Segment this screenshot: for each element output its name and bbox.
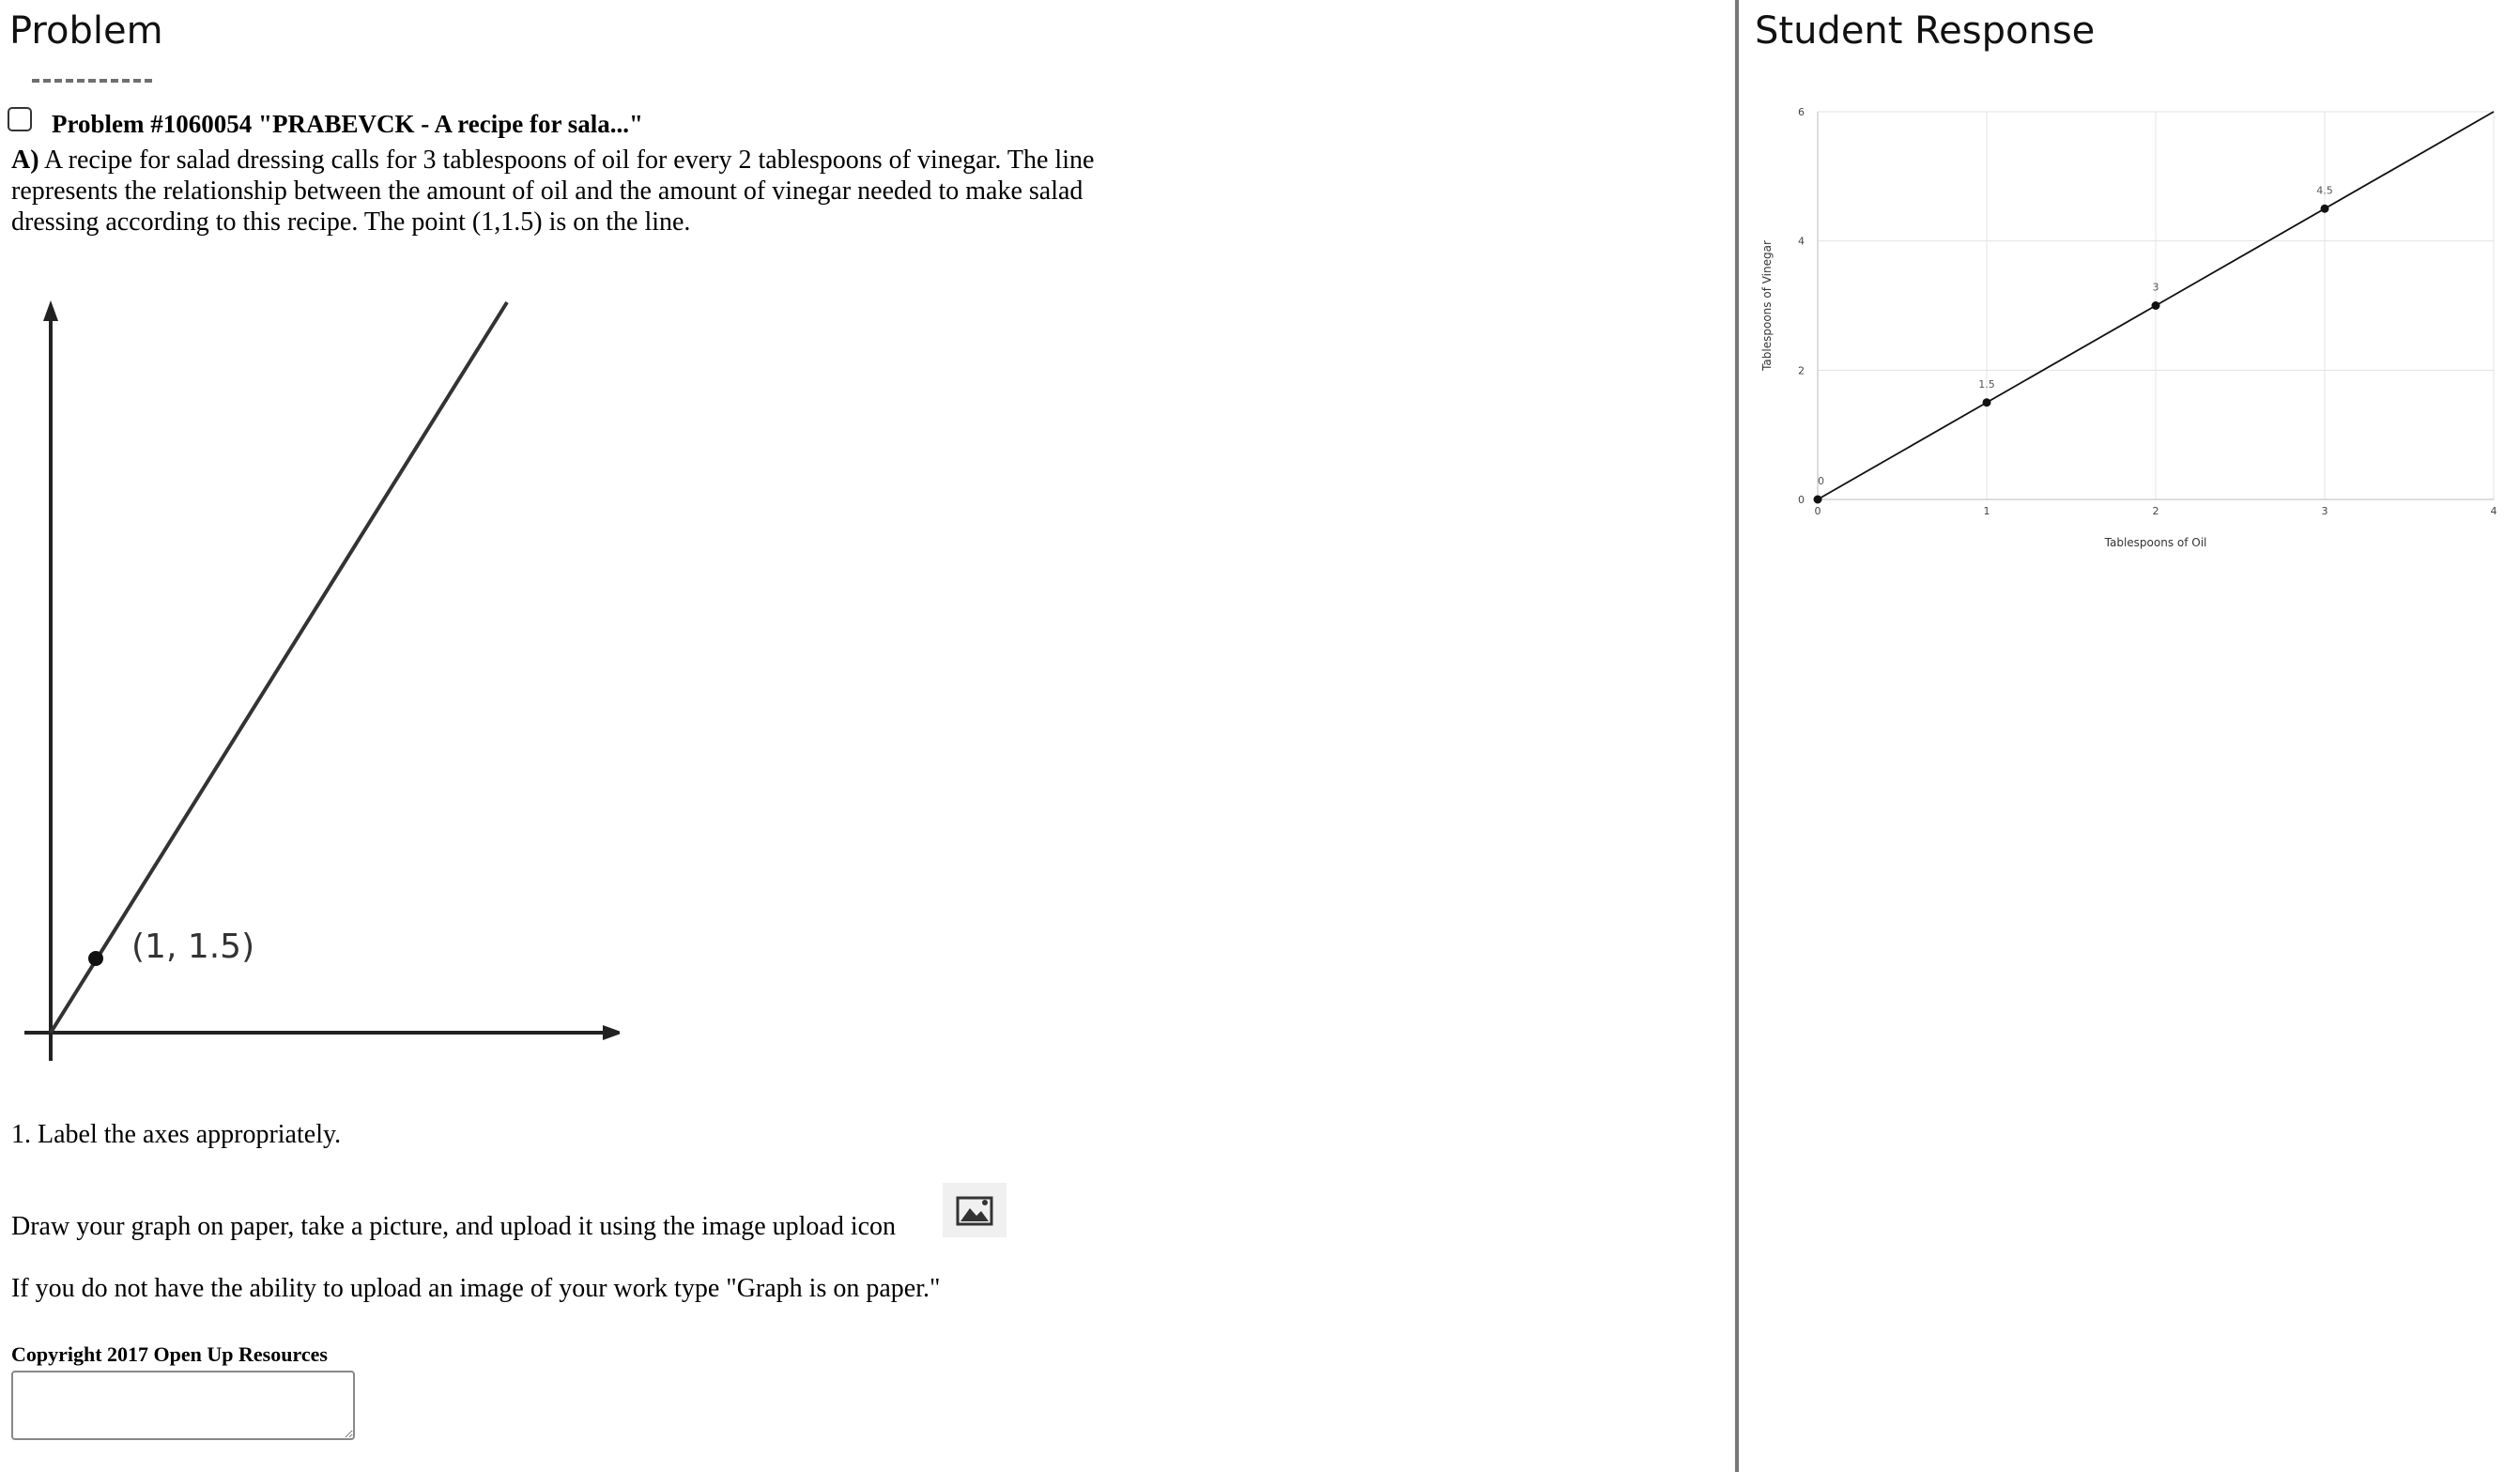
chart-y-tick-label: 0 — [1798, 494, 1805, 506]
chart-data-point — [2321, 205, 2329, 213]
figure-point-label: (1, 1.5) — [131, 928, 255, 966]
instruction-no-upload: If you do not have the ability to upload an image of your work type "Graph is on paper." — [11, 1274, 941, 1303]
part-label: A) — [11, 146, 39, 175]
chart-data-point — [1983, 398, 1991, 406]
chart-data-point — [1814, 496, 1822, 504]
student-response-title: Student Response — [1755, 9, 2096, 53]
chart-x-tick-label: 4 — [2490, 505, 2497, 517]
chart-data-point — [2152, 301, 2160, 310]
problem-header: Problem #1060054 "PRABEVCK - A recipe for sala..." — [52, 110, 643, 138]
copyright-text: Copyright 2017 Open Up Resources — [11, 1342, 328, 1366]
image-upload-button[interactable] — [943, 1183, 1006, 1237]
figure-x-axis-arrow — [603, 1025, 620, 1040]
student-response-panel — [1739, 0, 2520, 1472]
figure-y-axis-arrow — [43, 300, 58, 321]
figure-line — [51, 302, 507, 1033]
chart-data-label: 1.5 — [1978, 377, 1995, 391]
problem-statement: A recipe for salad dressing calls for 3 tablespoons of oil for every 2 tablespoons of vinegar. The line represents the relationship between the amount of oil and the amount of vinegar needed to make salad dressing according to this recipe. The point (1,1.5) is on the line. — [11, 146, 1095, 237]
chart-x-tick-label: 0 — [1814, 505, 1821, 517]
student-response-chart — [1759, 89, 2515, 587]
instruction-upload: Draw your graph on paper, take a picture, and upload it using the image upload icon — [11, 1212, 897, 1241]
chart-data-label: 3 — [2152, 281, 2159, 294]
chart-y-tick-label: 4 — [1798, 235, 1805, 248]
image-upload-icon — [956, 1194, 993, 1226]
chart-x-tick-label: 3 — [2321, 505, 2328, 517]
chart-ticks — [1798, 106, 2497, 517]
problem-figure — [19, 291, 620, 1070]
chart-series — [1814, 112, 2495, 504]
figure-point — [88, 951, 103, 966]
answer-input[interactable] — [11, 1371, 355, 1440]
chart-x-axis-title: Tablespoons of Oil — [2104, 536, 2207, 549]
select-problem-checkbox[interactable] — [8, 107, 32, 131]
instruction-label-axes: 1. Label the axes appropriately. — [11, 1120, 342, 1149]
chart-y-tick-label: 6 — [1798, 106, 1805, 118]
chart-data-label: 0 — [1818, 475, 1824, 487]
problem-panel-title: Problem — [9, 9, 163, 53]
cut-off-label — [32, 79, 152, 92]
chart-data-label: 4.5 — [2316, 184, 2333, 197]
chart-y-axis-title: Tablespoons of Vinegar — [1760, 240, 1774, 371]
chart-x-tick-label: 2 — [2152, 505, 2159, 517]
chart-x-tick-label: 1 — [1983, 505, 1990, 517]
problem-text — [11, 145, 1171, 238]
chart-y-tick-label: 2 — [1798, 364, 1805, 377]
